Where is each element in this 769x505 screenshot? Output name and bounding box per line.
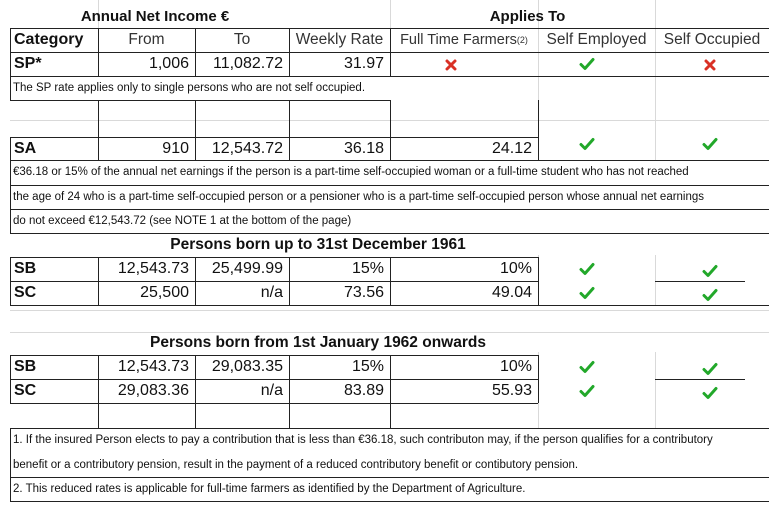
sb-from: 12,543.73 bbox=[117, 358, 189, 375]
sa-category: SA bbox=[14, 140, 37, 157]
table-border bbox=[98, 257, 99, 305]
table-border bbox=[10, 28, 11, 101]
check-icon bbox=[701, 263, 719, 279]
sc-weekly-rate: 83.89 bbox=[343, 382, 384, 399]
self-employed-column-header: Self Employed bbox=[546, 31, 647, 49]
gridline bbox=[655, 255, 656, 305]
gridline bbox=[655, 120, 656, 160]
table-border bbox=[10, 403, 538, 404]
table-border bbox=[10, 355, 11, 403]
sc-farmers-rate: 55.93 bbox=[491, 382, 532, 399]
from-column-header: From bbox=[128, 31, 165, 49]
sb-to: 25,499.99 bbox=[211, 260, 283, 277]
sa-note-line: €36.18 or 15% of the annual net earnings if the person is a part-time self-occupied woman or a full-time student who has not reached bbox=[13, 166, 689, 179]
table-border bbox=[10, 233, 769, 234]
section-title-born-up-to-1961: Persons born up to 31st December 1961 bbox=[170, 236, 466, 254]
sc-to: n/a bbox=[260, 284, 283, 301]
check-icon bbox=[578, 136, 596, 152]
table-border bbox=[10, 281, 538, 282]
check-icon bbox=[578, 383, 596, 399]
sa-from: 910 bbox=[162, 140, 189, 157]
category-column-header: Category bbox=[14, 31, 84, 48]
table-border bbox=[195, 100, 196, 160]
sa-to: 12,543.72 bbox=[211, 140, 283, 157]
sb-farmers-rate: 10% bbox=[499, 358, 532, 375]
sc-to: n/a bbox=[260, 382, 283, 399]
sb-category: SB bbox=[14, 358, 37, 375]
table-border bbox=[10, 257, 538, 258]
table-border bbox=[289, 355, 290, 428]
self-occupied-column-header: Self Occupied bbox=[663, 31, 761, 49]
sp-from: 1,006 bbox=[148, 55, 189, 72]
table-border bbox=[289, 257, 290, 305]
table-border bbox=[195, 257, 196, 305]
footnote-1-line: 1. If the insured Person elects to pay a contribution that is less than €36.18, such contributon may, if the person qualifies for a contributory bbox=[13, 434, 713, 447]
sp-to: 11,082.72 bbox=[213, 55, 283, 72]
footnote-2: 2. This reduced rates is applicable for full-time farmers as identified by the Department of Agriculture. bbox=[13, 483, 526, 496]
sc-weekly-rate: 73.56 bbox=[343, 284, 384, 301]
contribution-rates-sheet bbox=[10, 0, 769, 505]
sa-farmers-rate: 24.12 bbox=[491, 140, 532, 157]
sc-category: SC bbox=[14, 382, 37, 399]
table-border bbox=[390, 257, 391, 305]
table-border bbox=[10, 355, 538, 356]
sc-from: 29,083.36 bbox=[117, 382, 189, 399]
check-icon bbox=[701, 136, 719, 152]
table-border bbox=[10, 100, 390, 101]
sp-category: SP* bbox=[14, 55, 42, 72]
table-border bbox=[98, 355, 99, 428]
full-time-farmers-column-header bbox=[390, 29, 538, 51]
sb-weekly-rate: 15% bbox=[351, 260, 384, 277]
table-border bbox=[10, 185, 769, 186]
sb-farmers-rate: 10% bbox=[499, 260, 532, 277]
cross-icon bbox=[701, 57, 719, 73]
check-icon bbox=[701, 361, 719, 377]
table-border bbox=[10, 501, 769, 502]
table-border bbox=[10, 76, 769, 77]
table-border bbox=[195, 355, 196, 428]
cross-icon bbox=[442, 57, 460, 73]
table-border bbox=[10, 305, 769, 306]
table-border bbox=[10, 209, 769, 210]
sa-note-line: do not exceed €12,543.72 (see NOTE 1 at the bottom of the page) bbox=[13, 215, 352, 228]
footnote-reference: (2) bbox=[516, 34, 528, 45]
section-title-born-from-1962: Persons born from 1st January 1962 onwards bbox=[150, 334, 486, 352]
to-column-header: To bbox=[233, 31, 251, 49]
gridline bbox=[10, 310, 769, 311]
weekly-rate-column-header: Weekly Rate bbox=[295, 31, 384, 49]
table-border bbox=[10, 257, 11, 305]
income-group-header: Annual Net Income € bbox=[80, 7, 230, 25]
footnote-1-line: benefit or a contributory pension, result in the payment of a reduced contributory benefit or contibutory pension. bbox=[13, 459, 579, 472]
sa-note-line: the age of 24 who is a part-time self-occupied person or a pensioner who is a part-time self-occupied person whose annual net earnings bbox=[13, 191, 705, 204]
table-border bbox=[10, 428, 769, 429]
sb-from: 12,543.73 bbox=[117, 260, 189, 277]
table-border bbox=[538, 355, 539, 403]
full-time-farmers-label: Full Time Farmers bbox=[400, 31, 517, 48]
sb-category: SB bbox=[14, 260, 37, 277]
check-icon bbox=[578, 56, 596, 72]
sc-category: SC bbox=[14, 284, 37, 301]
table-border bbox=[10, 160, 769, 161]
sp-weekly-rate: 31.97 bbox=[343, 55, 384, 72]
table-border bbox=[10, 428, 11, 501]
sp-note: The SP rate applies only to single persons who are not self occupied. bbox=[13, 82, 366, 95]
sc-from: 25,500 bbox=[140, 284, 189, 301]
applies-to-header: Applies To bbox=[489, 7, 566, 25]
check-icon bbox=[578, 285, 596, 301]
table-border bbox=[10, 137, 538, 138]
table-border bbox=[289, 100, 290, 160]
sa-weekly-rate: 36.18 bbox=[343, 140, 384, 157]
check-icon bbox=[701, 385, 719, 401]
sc-farmers-rate: 49.04 bbox=[491, 284, 532, 301]
table-border bbox=[538, 100, 539, 160]
table-border bbox=[390, 28, 391, 76]
table-border bbox=[655, 379, 745, 380]
sb-to: 29,083.35 bbox=[211, 358, 283, 375]
gridline bbox=[655, 352, 656, 428]
table-border bbox=[10, 137, 11, 233]
check-icon bbox=[578, 359, 596, 375]
table-border bbox=[98, 100, 99, 160]
table-border bbox=[10, 379, 538, 380]
table-border bbox=[289, 28, 290, 76]
table-border bbox=[538, 257, 539, 305]
table-border bbox=[655, 281, 745, 282]
table-border bbox=[390, 100, 391, 160]
table-border bbox=[390, 355, 391, 428]
table-border bbox=[195, 28, 196, 76]
check-icon bbox=[701, 287, 719, 303]
table-border bbox=[10, 477, 769, 478]
check-icon bbox=[578, 261, 596, 277]
table-border bbox=[98, 28, 99, 76]
sb-weekly-rate: 15% bbox=[351, 358, 384, 375]
